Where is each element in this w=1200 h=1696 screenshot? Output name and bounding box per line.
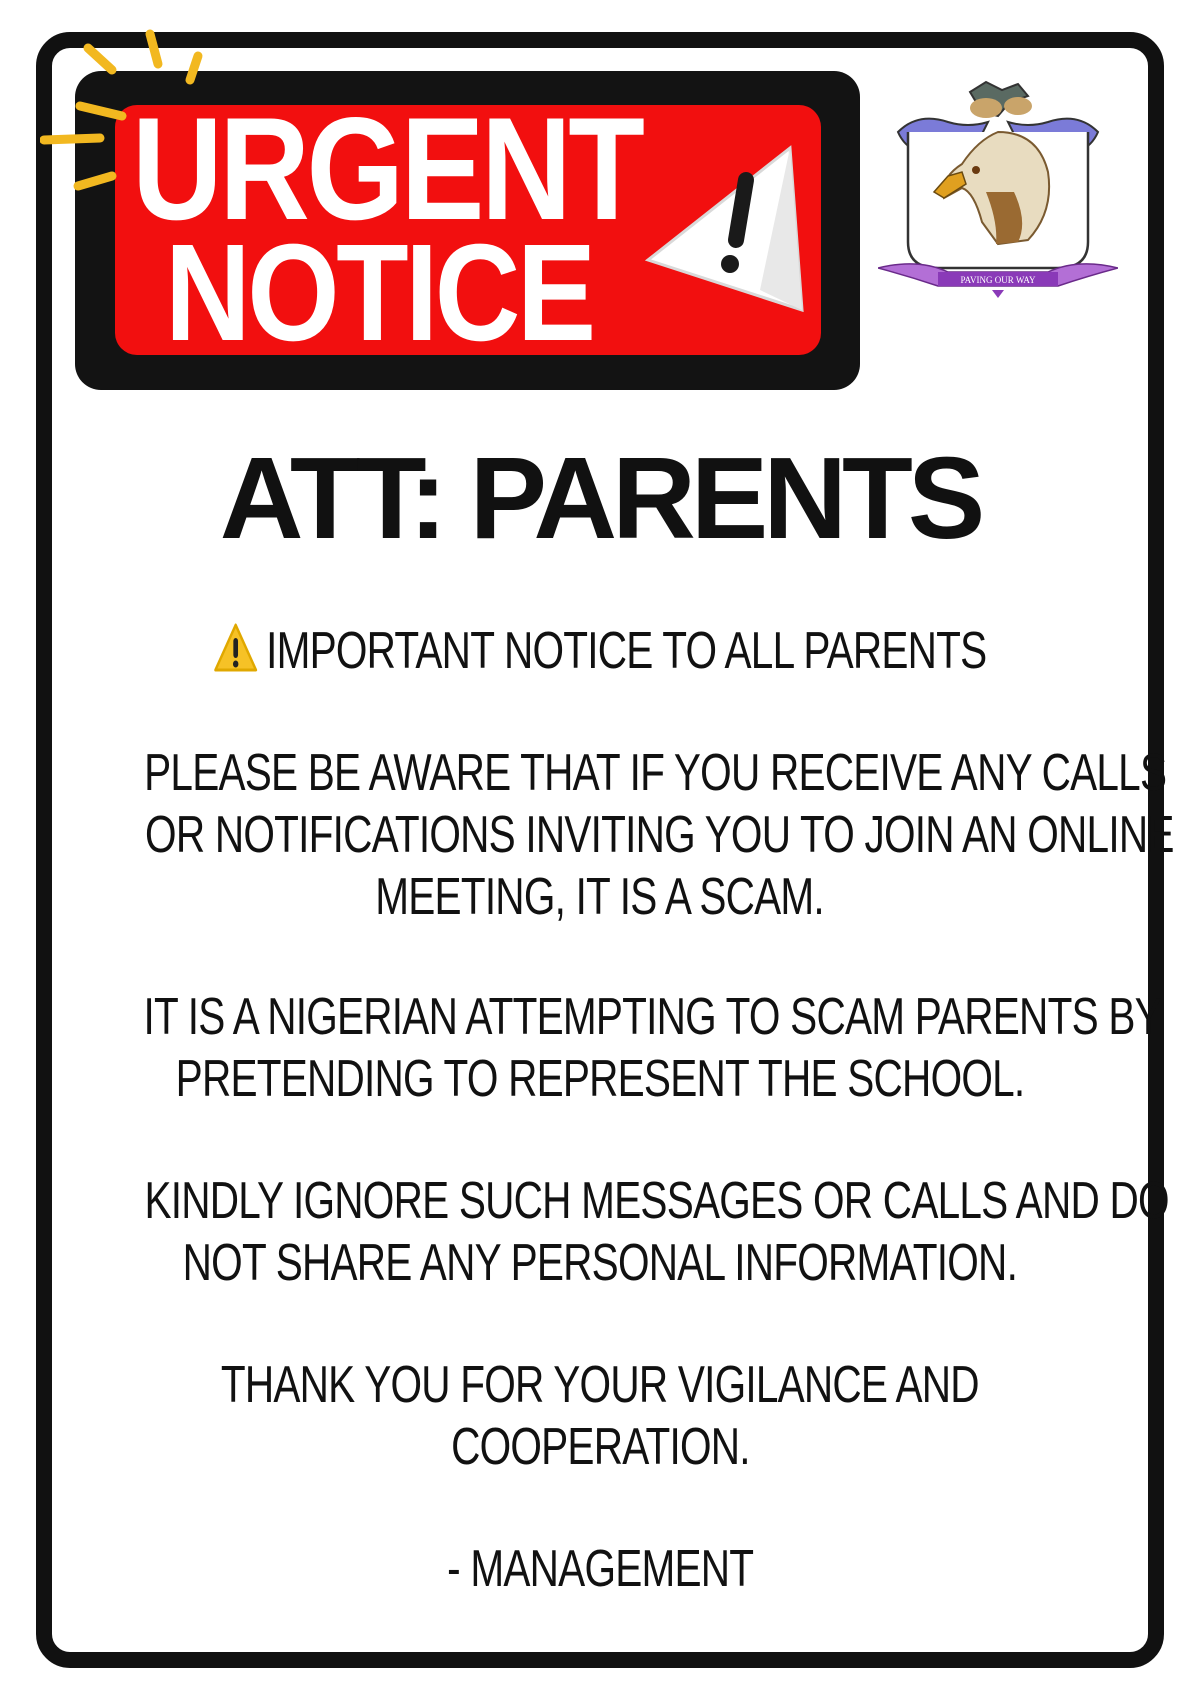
paragraph-line: PLEASE BE AWARE THAT IF YOU RECEIVE ANY CALLS — [144, 744, 1167, 802]
banner-title-line2: NOTICE — [165, 216, 593, 370]
signature — [0, 1538, 1200, 1600]
paragraph-scam-warning — [0, 742, 1200, 928]
paragraph-scam-source — [0, 986, 1200, 1110]
banner-title-line1: URGENT — [132, 87, 642, 250]
paragraph-line: KINDLY IGNORE SUCH MESSAGES OR CALLS AND DO — [144, 1172, 1169, 1230]
signature-text: - MANAGEMENT — [446, 1540, 754, 1598]
alert-line — [0, 620, 1200, 682]
paragraph-thanks — [0, 1354, 1200, 1478]
warning-emoji-icon — [213, 622, 258, 674]
paragraph-line: COOPERATION. — [450, 1418, 750, 1476]
school-crest-icon — [878, 72, 1118, 312]
paragraph-line: IT IS A NIGERIAN ATTEMPTING TO SCAM PARENTS BY — [143, 988, 1161, 1046]
paragraph-instructions — [0, 1170, 1200, 1294]
warning-triangle-icon — [640, 140, 810, 320]
paragraph-line: THANK YOU FOR YOUR VIGILANCE AND — [221, 1356, 979, 1414]
paragraph-line: PRETENDING TO REPRESENT THE SCHOOL. — [175, 1050, 1025, 1108]
paragraph-line: MEETING, IT IS A SCAM. — [375, 868, 825, 926]
paragraph-line: NOT SHARE ANY PERSONAL INFORMATION. — [182, 1234, 1018, 1292]
paragraph-line: OR NOTIFICATIONS INVITING YOU TO JOIN AN ONLINE — [145, 806, 1174, 864]
headline: ATT: PARENTS — [219, 433, 981, 563]
alert-line-text: IMPORTANT NOTICE TO ALL PARENTS — [266, 622, 987, 680]
crest-motto: PAVING OUR WAY — [960, 275, 1036, 285]
